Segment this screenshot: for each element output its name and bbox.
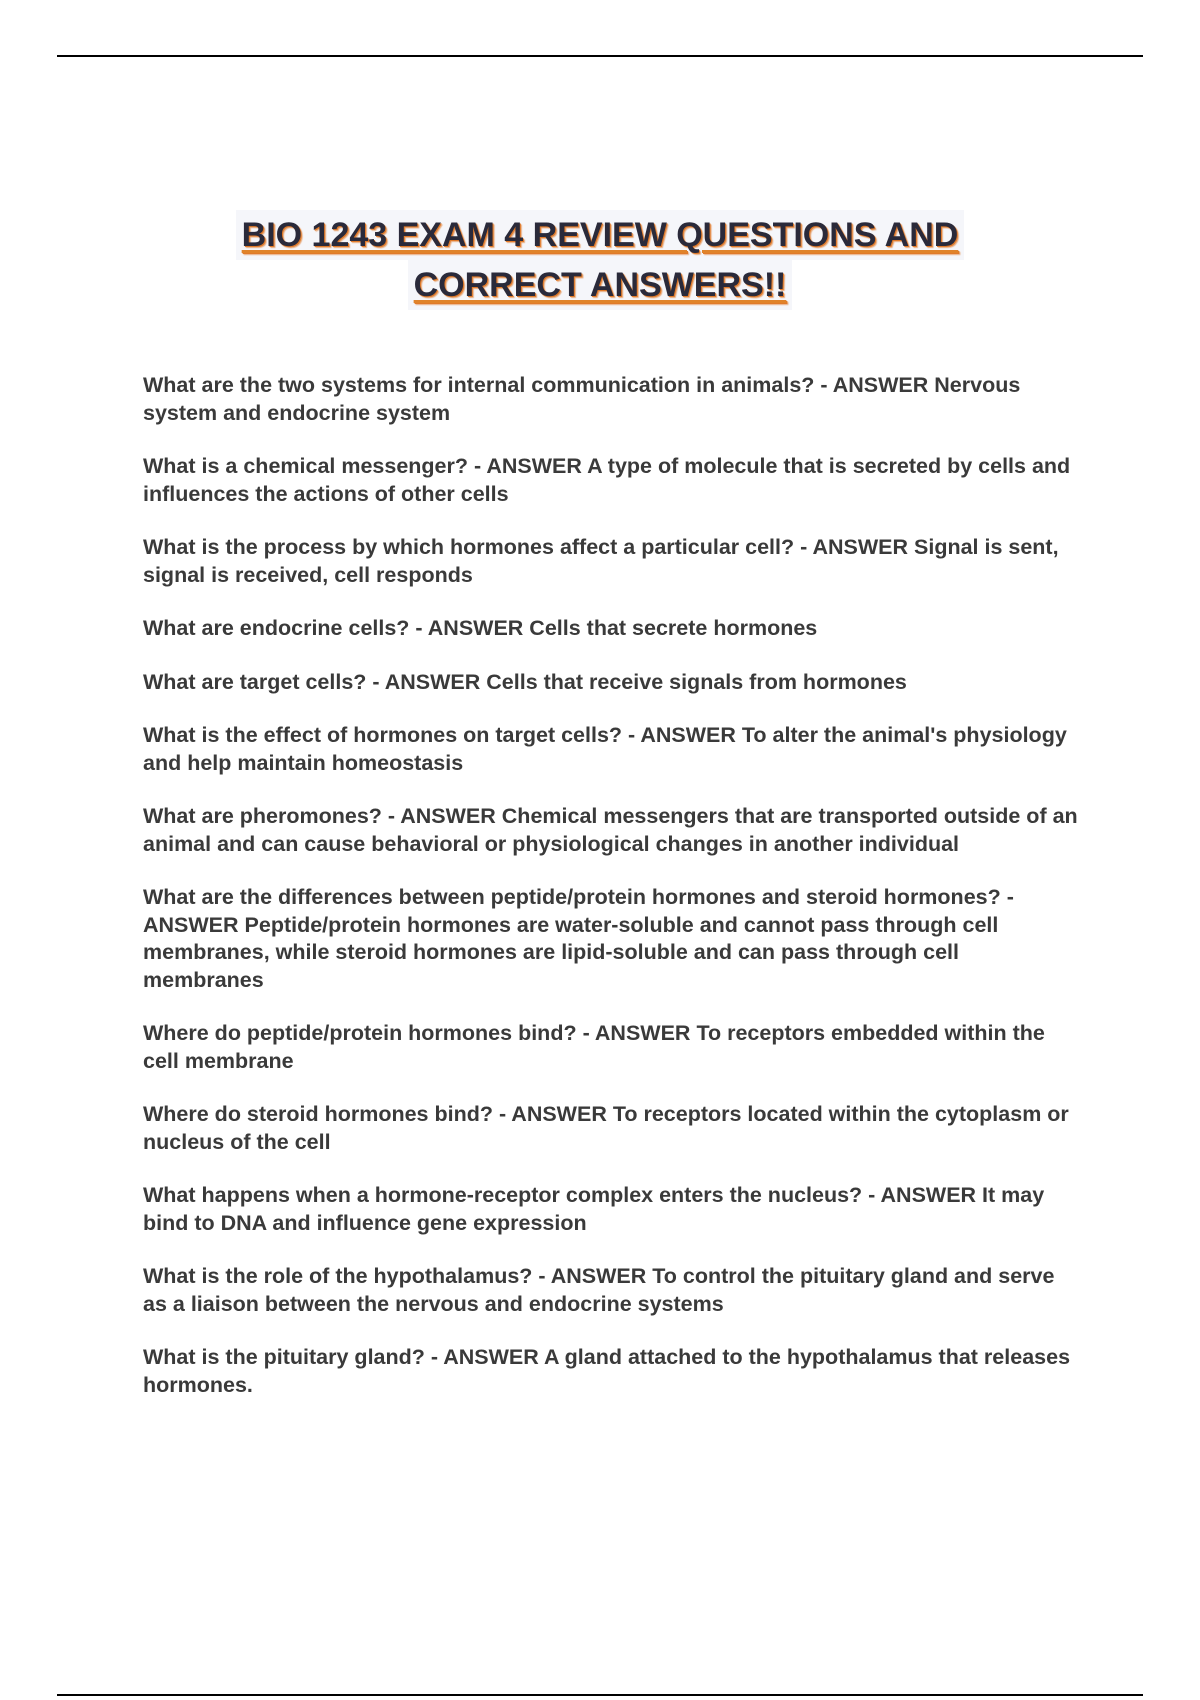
qa-item <box>143 372 1078 427</box>
answer-separator: - ANSWER <box>381 804 502 828</box>
answer-text: To receptors located within the cytoplasm or nucleus of the cell <box>143 1102 1069 1154</box>
question-text: Where do peptide/protein hormones bind? <box>143 1021 577 1045</box>
answer-text: Peptide/protein hormones are water-soluble and cannot pass through cell membranes, while steroid hormones are lipid-soluble and can pass through cell membranes <box>143 912 999 992</box>
answer-text: To alter the animal's physiology and help maintain homeostasis <box>143 723 1067 775</box>
answer-separator: - ANSWER <box>622 723 742 747</box>
question-text: What is the process by which hormones affect a particular cell? <box>143 535 795 559</box>
answer-text: Cells that receive signals from hormones <box>486 669 907 694</box>
qa-item <box>143 1344 1078 1399</box>
question-text: What are the differences between peptide/protein hormones and steroid hormones? <box>143 885 1001 909</box>
question-text: What are endocrine cells? <box>143 616 410 640</box>
answer-separator: - ANSWER <box>532 1264 653 1288</box>
title-line-1: BIO 1243 EXAM 4 REVIEW QUESTIONS AND <box>236 210 965 260</box>
answer-separator: - ANSWER <box>492 1102 613 1126</box>
answer-text: Cells that secrete hormones <box>529 616 818 640</box>
answer-separator: - ANSWER <box>366 669 487 694</box>
question-text: What is the effect of hormones on target cells? <box>143 723 623 747</box>
question-text: What happens when a hormone-receptor complex enters the nucleus? <box>143 1183 863 1207</box>
answer-text: To receptors embedded within the cell membrane <box>143 1021 1045 1073</box>
qa-item <box>143 722 1078 777</box>
qa-item <box>143 453 1078 508</box>
answer-separator: - ANSWER <box>468 454 588 478</box>
answer-separator: - ANSWER <box>143 885 1014 937</box>
qa-item <box>143 1263 1078 1318</box>
question-text: What is the role of the hypothalamus? <box>143 1264 533 1288</box>
qa-item <box>143 669 1078 697</box>
question-text: What is a chemical messenger? <box>143 454 469 478</box>
answer-separator: - ANSWER <box>794 535 914 559</box>
document-title <box>150 210 1050 310</box>
qa-item <box>143 1020 1078 1075</box>
answer-text: Signal is sent, signal is received, cell responds <box>143 535 1059 587</box>
answer-text: Nervous system and endocrine system <box>143 373 1021 425</box>
question-text: What are target cells? <box>143 669 367 694</box>
question-text: What are the two systems for internal communication in animals? <box>143 373 815 397</box>
qa-item <box>143 1182 1078 1237</box>
top-divider <box>57 55 1143 57</box>
qa-item <box>143 1101 1078 1156</box>
answer-text: It may bind to DNA and influence gene expression <box>143 1183 1045 1235</box>
title-line-2: CORRECT ANSWERS!! <box>408 260 793 310</box>
qa-item <box>143 884 1078 994</box>
answer-separator: - ANSWER <box>409 616 530 640</box>
question-text: What are pheromones? <box>143 804 382 828</box>
qa-item <box>143 803 1078 858</box>
question-text: Where do steroid hormones bind? <box>143 1102 493 1126</box>
answer-separator: - ANSWER <box>576 1021 697 1045</box>
answer-separator: - ANSWER <box>862 1183 983 1207</box>
qa-list <box>143 372 1078 1425</box>
bottom-divider <box>57 1694 1143 1696</box>
answer-text: A type of molecule that is secreted by cells and influences the actions of other cells <box>143 454 1071 506</box>
qa-item <box>143 615 1078 643</box>
answer-text: A gland attached to the hypothalamus that releases hormones. <box>143 1345 1071 1397</box>
answer-text: Chemical messengers that are transported outside of an animal and can cause behavioral or physiological changes in another individual <box>143 804 1078 856</box>
question-text: What is the pituitary gland? <box>143 1345 425 1369</box>
answer-text: To control the pituitary gland and serve as a liaison between the nervous and endocrine systems <box>143 1264 1055 1316</box>
answer-separator: - ANSWER <box>814 373 935 397</box>
answer-separator: - ANSWER <box>424 1345 544 1369</box>
qa-item <box>143 534 1078 589</box>
